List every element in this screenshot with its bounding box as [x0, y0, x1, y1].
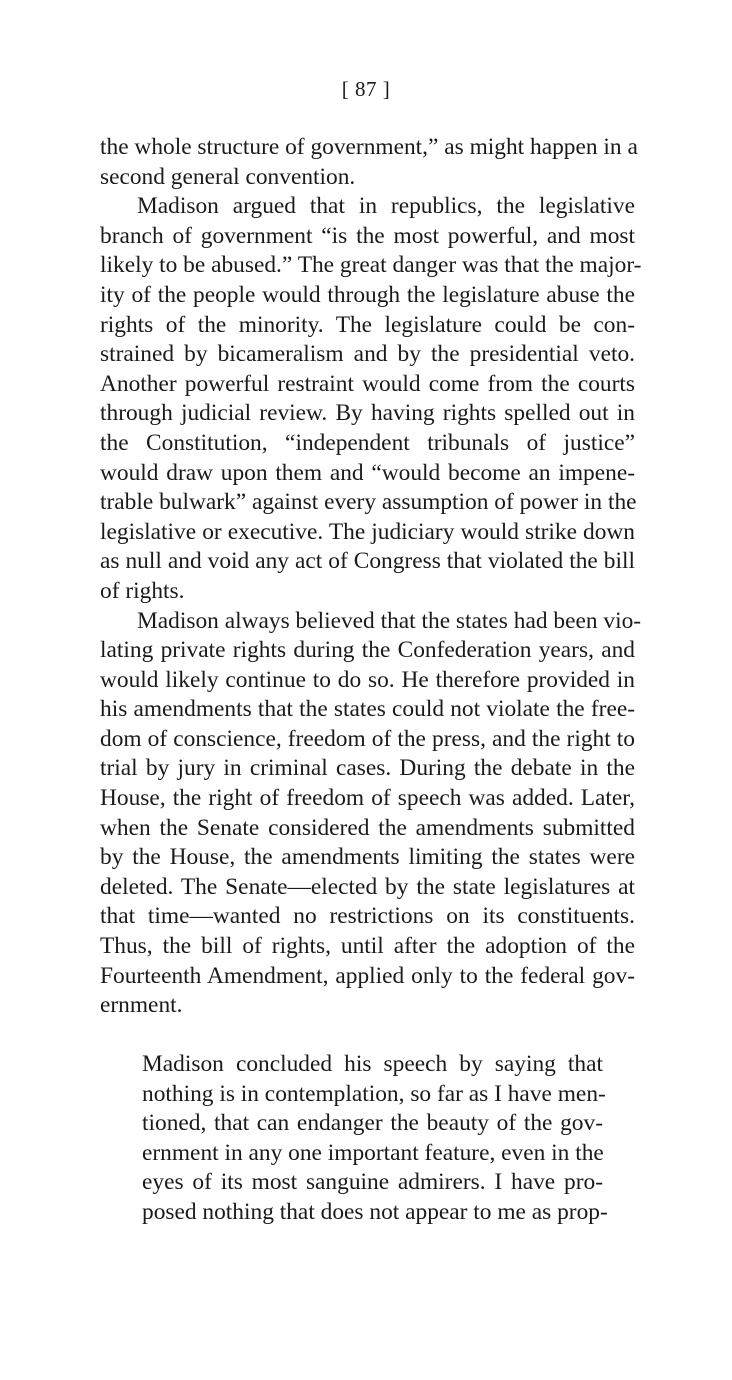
quote-line: Madison concluded his speech by saying that [142, 1051, 603, 1077]
text-line: by the House, the amendments limiting the states were [100, 844, 635, 871]
quote-line: ernment in any one important feature, even in the [142, 1139, 604, 1166]
quote-line: posed nothing that does not appear to me as prop- [142, 1198, 608, 1225]
paragraph [100, 133, 638, 192]
paragraph [100, 607, 642, 1021]
paragraph [100, 192, 642, 606]
text-line: when the Senate considered the amendments submitted [100, 814, 635, 841]
block-quote [142, 1050, 608, 1228]
text-line: ernment. [100, 992, 183, 1019]
quote-line: tioned, that can endanger the beauty of the gov- [142, 1110, 603, 1137]
text-line: the Constitution, “independent tribunals of justice” [100, 429, 635, 456]
text-line: House, the right of freedom of speech was added. Later, [100, 785, 635, 812]
quote-line: eyes of its most sanguine admirers. I have pro- [142, 1169, 603, 1196]
text-line: strained by bicameralism and by the presidential veto. [100, 341, 635, 368]
text-line: would likely continue to do so. He therefore provided in [100, 666, 635, 693]
text-line: rights of the minority. The legislature could be con- [100, 311, 635, 338]
text-line: his amendments that the states could not violate the free- [100, 696, 635, 723]
text-line: branch of government “is the most powerful, and most [100, 222, 635, 249]
body-text [100, 133, 642, 1021]
text-line: legislative or executive. The judiciary would strike down [100, 518, 635, 545]
text-line: likely to be abused.” The great danger was that the major- [100, 252, 642, 279]
text-line: Madison argued that in republics, the legislative [137, 193, 635, 220]
text-line: as null and void any act of Congress that violated the bill [100, 548, 635, 575]
text-line: would draw upon them and “would become an impene- [100, 459, 635, 486]
text-line: dom of conscience, freedom of the press, and the right to [100, 725, 635, 752]
text-line: through judicial review. By having rights spelled out in [100, 400, 635, 427]
text-line: trial by jury in criminal cases. During the debate in the [100, 755, 635, 782]
text-line: Madison always believed that the states had been vio- [137, 607, 642, 634]
text-line: Fourteenth Amendment, applied only to the federal gov- [100, 962, 635, 989]
text-line: second general convention. [100, 163, 356, 190]
text-line: trable bulwark” against every assumption of power in the [100, 489, 637, 516]
page-number: [ 87 ] [341, 77, 391, 101]
text-line: of rights. [100, 577, 185, 604]
text-line: the whole structure of government,” as might happen in a [100, 134, 638, 160]
text-line: lating private rights during the Confederation years, and [100, 637, 635, 664]
text-line: that time—wanted no restrictions on its constituents. [100, 903, 635, 930]
text-line: Another powerful restraint would come from the courts [100, 370, 635, 397]
quote-line: nothing is in contemplation, so far as I have men- [142, 1080, 606, 1107]
text-line: deleted. The Senate—elected by the state legislatures at [100, 873, 635, 900]
text-line: ity of the people would through the legislature abuse the [100, 281, 635, 308]
text-line: Thus, the bill of rights, until after the adoption of the [100, 933, 635, 960]
